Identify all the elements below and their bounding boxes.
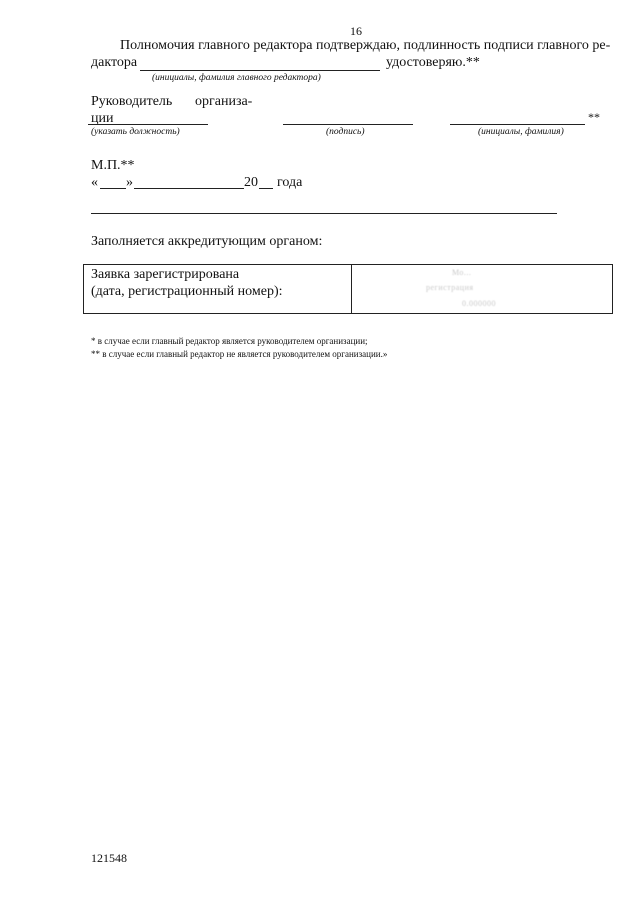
head-word-3: ции — [91, 111, 114, 126]
confirmation-line-2-end: удостоверяю.** — [386, 55, 480, 70]
accreditation-heading: Заполняется аккредитующим органом: — [91, 234, 323, 249]
date-open-quote: « — [91, 175, 98, 190]
registration-table — [83, 264, 613, 314]
faint-registration-text-3: 0.000000 — [462, 299, 496, 308]
head-word-1: Руководитель — [91, 94, 173, 109]
stamp-mp: М.П.** — [91, 158, 135, 173]
separator-line — [91, 213, 557, 214]
month-blank — [134, 188, 244, 189]
editor-name-caption: (инициалы, фамилия главного редактора) — [152, 73, 321, 83]
head-word-2: организа- — [195, 94, 253, 109]
day-blank — [100, 188, 126, 189]
signature-caption: (подпись) — [326, 127, 365, 137]
faint-registration-text-2: регистрация — [426, 283, 474, 292]
year-blank — [259, 188, 273, 189]
footnote-2: ** в случае если главный редактор не является руководителем организации.» — [91, 349, 388, 359]
confirmation-line-1: Полномочия главного редактора подтверждаю, подлинность подписи главного ре- — [120, 38, 611, 53]
footnote-1: * в случае если главный редактор является руководителем организации; — [91, 336, 368, 346]
position-blank — [88, 124, 208, 125]
table-label-line-2: (дата, регистрационный номер): — [91, 284, 283, 299]
editor-name-blank — [140, 70, 380, 71]
year-prefix: 20 — [244, 175, 258, 190]
initials-caption: (инициалы, фамилия) — [478, 127, 564, 137]
head-stars: ** — [588, 110, 600, 124]
faint-registration-text-1: Мо... — [452, 268, 472, 277]
document-code: 121548 — [91, 851, 127, 865]
table-divider — [351, 265, 352, 313]
page-number: 16 — [350, 24, 362, 38]
table-label-line-1: Заявка зарегистрирована — [91, 267, 240, 282]
position-caption: (указать должность) — [91, 127, 180, 137]
date-close-quote: » — [126, 175, 133, 190]
signature-blank — [283, 124, 413, 125]
initials-blank — [450, 124, 585, 125]
confirmation-line-2-start: дактора — [91, 55, 138, 70]
year-word: года — [277, 175, 303, 190]
